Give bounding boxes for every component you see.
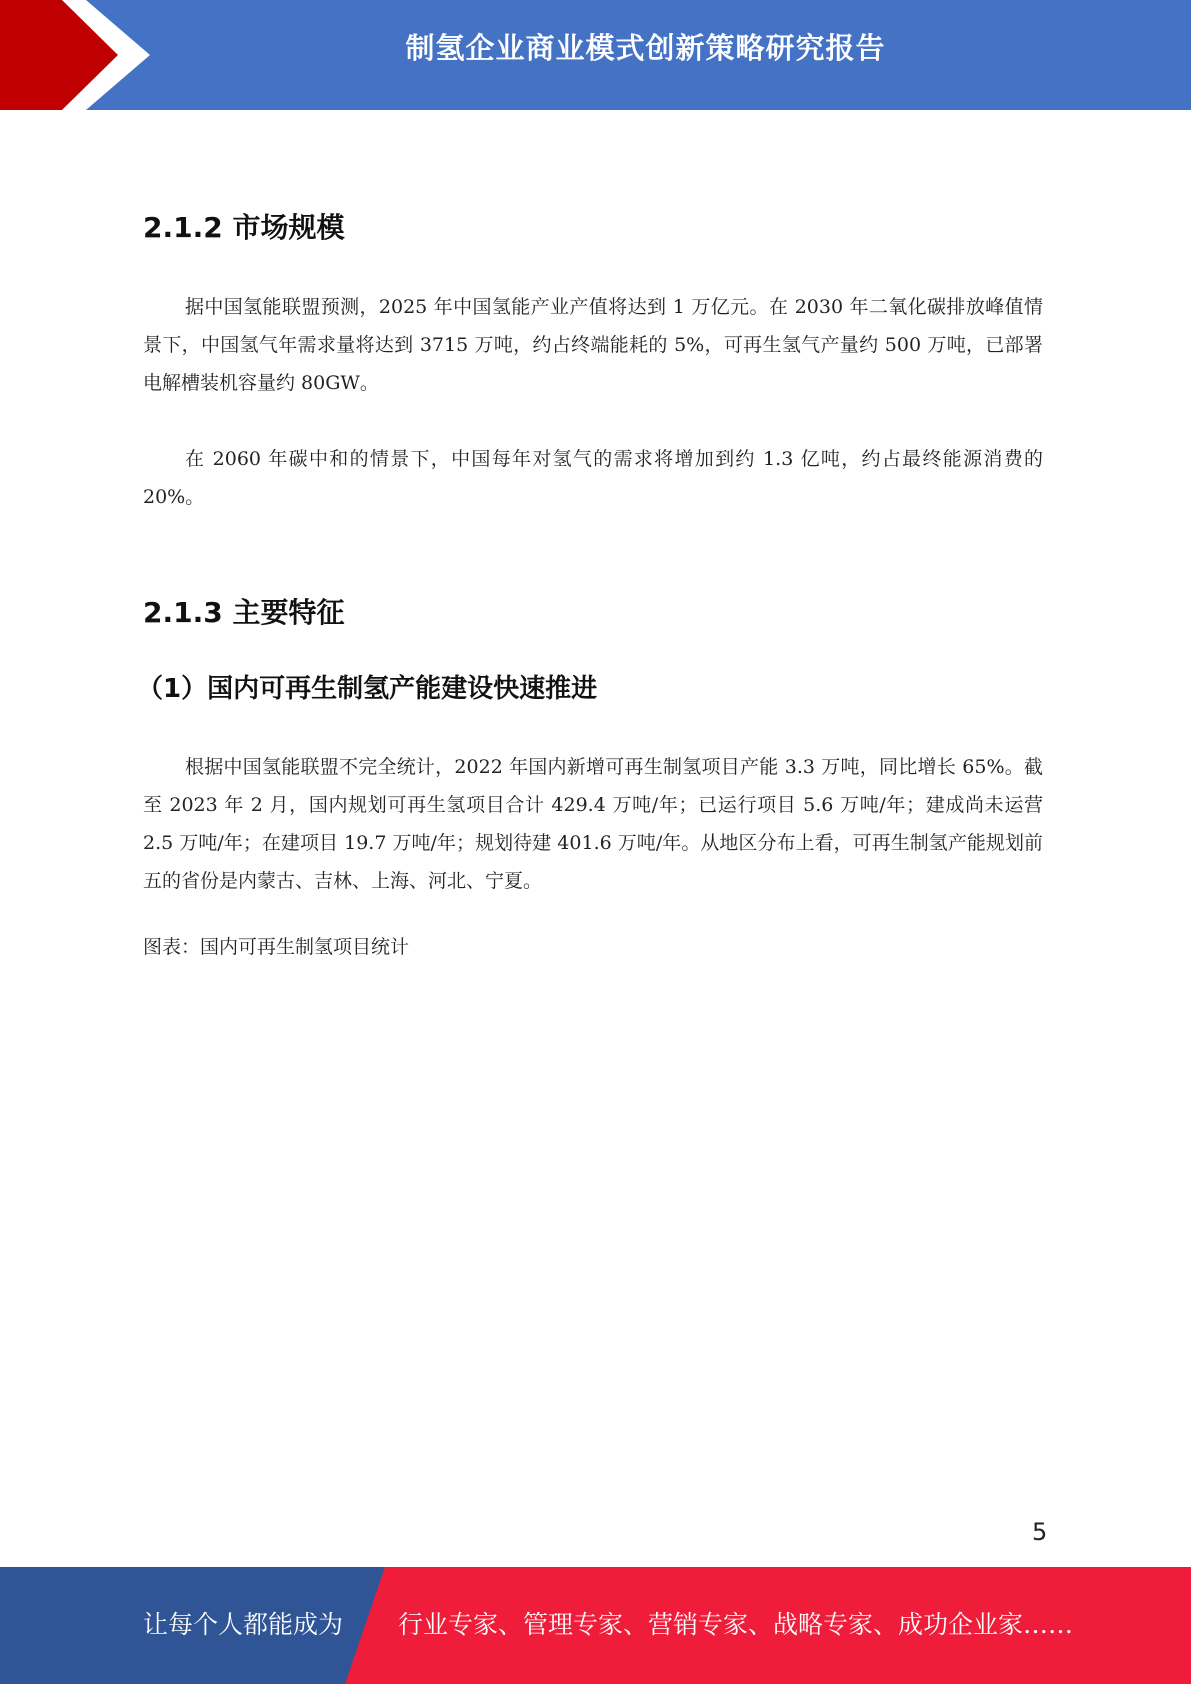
report-title: 制氢企业商业模式创新策略研究报告 [405,31,886,65]
figure-caption: 图表：国内可再生制氢项目统计 [143,936,410,958]
footer-slogan-right: 行业专家、管理专家、营销专家、战略专家、成功企业家…… [398,1610,1074,1639]
paragraph-carbon-neutral: 在 2060 年碳中和的情景下，中国每年对氢气的需求将增加到约 1.3 亿吨，约占最终能源消费的 20%。 [143,448,1043,508]
subheading-renewable-capacity: （1）国内可再生制氢产能建设快速推进 [137,674,598,704]
paragraph-market-forecast: 据中国氢能联盟预测，2025 年中国氢能产业产值将达到 1 万亿元。在 2030 年二氧化碳排放峰值情景下，中国氢气年需求量将达到 3715 万吨，约占终端能耗的 5%，可再生氢气产量约 500 万吨，已部署电解槽装机容量约 80GW。 [143,296,1043,394]
page-header [0,0,1191,110]
section-heading-market-size: 2.1.2 市场规模 [143,211,345,244]
footer-slogan-left: 让每个人都能成为 [143,1610,344,1639]
paragraph-renewable-statistics: 根据中国氢能联盟不完全统计，2022 年国内新增可再生制氢项目产能 3.3 万吨，同比增长 65%。截至 2023 年 2 月，国内规划可再生氢项目合计 429.4 万吨/年；已运行项目 5.6 万吨/年；建成尚未运营 2.5 万吨/年；在建项目 19.7 万吨/年；规划待建 401.6 万吨/年。从地区分布上看，可再生制氢产能规划前五的省份是内蒙古、吉林、上海、河北、宁夏。 [143,756,1043,892]
page-number: 5 [1032,1518,1048,1546]
section-heading-main-features: 2.1.3 主要特征 [143,596,345,629]
page-footer [0,1567,1191,1684]
